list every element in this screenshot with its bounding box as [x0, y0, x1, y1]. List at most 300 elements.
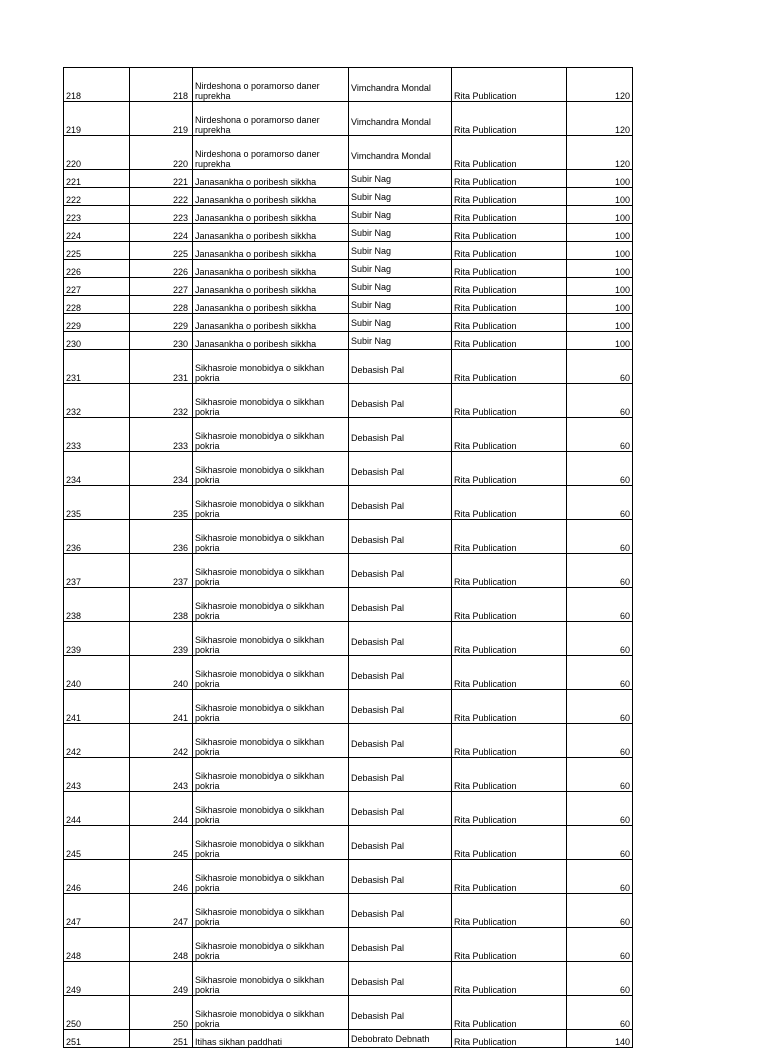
table-row: [64, 588, 633, 622]
author-text: Debasish Pal: [351, 942, 405, 953]
price-cell: [567, 520, 633, 554]
publisher-cell: [452, 792, 567, 826]
publisher-cell: [452, 68, 567, 102]
price-cell: [567, 278, 633, 296]
table-row: [64, 656, 633, 690]
publisher-cell: [452, 724, 567, 758]
publisher-cell: [452, 656, 567, 690]
row-id-cell: [64, 242, 130, 260]
accession-number-text: 223: [172, 213, 188, 223]
accession-number-cell: [130, 170, 193, 188]
price-text: 60: [619, 713, 630, 723]
price-cell: [567, 384, 633, 418]
price-cell: [567, 332, 633, 350]
publisher-text: Rita Publication: [454, 125, 517, 135]
price-text: 100: [614, 177, 630, 187]
row-id-text: 219: [66, 125, 82, 135]
price-text: 60: [619, 407, 630, 417]
row-id-text: 249: [66, 985, 82, 995]
author-cell: [349, 996, 452, 1030]
row-id-text: 225: [66, 249, 82, 259]
row-id-text: 228: [66, 303, 82, 313]
price-cell: [567, 260, 633, 278]
author-cell: [349, 452, 452, 486]
price-cell: [567, 928, 633, 962]
price-cell: [567, 68, 633, 102]
row-id-text: 250: [66, 1019, 82, 1029]
book-title-cell: [193, 588, 349, 622]
price-cell: [567, 860, 633, 894]
price-cell: [567, 724, 633, 758]
author-text: Debasish Pal: [351, 704, 405, 715]
accession-number-cell: [130, 242, 193, 260]
accession-number-cell: [130, 452, 193, 486]
author-text: Vimchandra Mondal: [351, 150, 431, 161]
table-row: [64, 224, 633, 242]
price-text: 60: [619, 577, 630, 587]
table-row: [64, 188, 633, 206]
price-text: 60: [619, 849, 630, 859]
row-id-text: 247: [66, 917, 82, 927]
price-text: 100: [614, 285, 630, 295]
publisher-text: Rita Publication: [454, 577, 517, 587]
author-text: Vimchandra Mondal: [351, 116, 431, 127]
publisher-text: Rita Publication: [454, 679, 517, 689]
publisher-text: Rita Publication: [454, 475, 517, 485]
book-title-text: Sikhasroie monobidya o sikkhan pokria: [195, 1009, 325, 1029]
author-text: Subir Nag: [351, 245, 392, 256]
author-cell: [349, 68, 452, 102]
row-id-text: 251: [66, 1037, 82, 1047]
publisher-cell: [452, 224, 567, 242]
book-title-cell: [193, 962, 349, 996]
row-id-text: 229: [66, 321, 82, 331]
table-row: [64, 260, 633, 278]
price-text: 60: [619, 883, 630, 893]
table-row: [64, 314, 633, 332]
row-id-cell: [64, 962, 130, 996]
book-list-table: [63, 67, 633, 1048]
price-cell: [567, 188, 633, 206]
table-row: [64, 996, 633, 1030]
row-id-text: 243: [66, 781, 82, 791]
accession-number-text: 221: [172, 177, 188, 187]
author-text: Debasish Pal: [351, 432, 405, 443]
accession-number-cell: [130, 860, 193, 894]
book-title-text: Janasankha o poribesh sikkha: [195, 231, 317, 241]
price-cell: [567, 224, 633, 242]
publisher-cell: [452, 928, 567, 962]
price-text: 100: [614, 195, 630, 205]
publisher-cell: [452, 588, 567, 622]
publisher-cell: [452, 136, 567, 170]
accession-number-cell: [130, 188, 193, 206]
accession-number-text: 226: [172, 267, 188, 277]
table-row: [64, 170, 633, 188]
book-title-cell: [193, 260, 349, 278]
row-id-text: 238: [66, 611, 82, 621]
author-text: Subir Nag: [351, 227, 392, 238]
row-id-cell: [64, 860, 130, 894]
publisher-text: Rita Publication: [454, 339, 517, 349]
accession-number-text: 232: [172, 407, 188, 417]
table-row: [64, 520, 633, 554]
accession-number-text: 224: [172, 231, 188, 241]
row-id-text: 246: [66, 883, 82, 893]
author-text: Debasish Pal: [351, 364, 405, 375]
row-id-text: 240: [66, 679, 82, 689]
price-cell: [567, 486, 633, 520]
row-id-text: 224: [66, 231, 82, 241]
accession-number-cell: [130, 102, 193, 136]
book-title-cell: [193, 278, 349, 296]
row-id-text: 221: [66, 177, 82, 187]
author-cell: [349, 278, 452, 296]
row-id-text: 226: [66, 267, 82, 277]
price-text: 60: [619, 373, 630, 383]
publisher-text: Rita Publication: [454, 373, 517, 383]
book-title-text: Sikhasroie monobidya o sikkhan pokria: [195, 737, 325, 757]
accession-number-cell: [130, 928, 193, 962]
accession-number-text: 239: [172, 645, 188, 655]
author-cell: [349, 962, 452, 996]
book-title-cell: [193, 1030, 349, 1048]
row-id-cell: [64, 350, 130, 384]
row-id-text: 223: [66, 213, 82, 223]
accession-number-cell: [130, 418, 193, 452]
price-text: 60: [619, 917, 630, 927]
price-text: 60: [619, 475, 630, 485]
book-title-text: Sikhasroie monobidya o sikkhan pokria: [195, 567, 325, 587]
row-id-cell: [64, 170, 130, 188]
book-title-text: Sikhasroie monobidya o sikkhan pokria: [195, 669, 325, 689]
price-cell: [567, 418, 633, 452]
row-id-cell: [64, 928, 130, 962]
accession-number-cell: [130, 314, 193, 332]
publisher-text: Rita Publication: [454, 781, 517, 791]
accession-number-text: 250: [172, 1019, 188, 1029]
author-cell: [349, 242, 452, 260]
accession-number-text: 243: [172, 781, 188, 791]
book-title-cell: [193, 690, 349, 724]
publisher-text: Rita Publication: [454, 849, 517, 859]
book-title-cell: [193, 332, 349, 350]
book-title-cell: [193, 188, 349, 206]
publisher-cell: [452, 894, 567, 928]
price-text: 100: [614, 213, 630, 223]
author-cell: [349, 418, 452, 452]
table-row: [64, 384, 633, 418]
row-id-text: 235: [66, 509, 82, 519]
publisher-cell: [452, 170, 567, 188]
publisher-text: Rita Publication: [454, 249, 517, 259]
publisher-text: Rita Publication: [454, 213, 517, 223]
row-id-text: 231: [66, 373, 82, 383]
accession-number-cell: [130, 486, 193, 520]
author-cell: [349, 690, 452, 724]
row-id-text: 234: [66, 475, 82, 485]
publisher-cell: [452, 188, 567, 206]
publisher-text: Rita Publication: [454, 883, 517, 893]
author-text: Debasish Pal: [351, 534, 405, 545]
price-text: 100: [614, 321, 630, 331]
author-cell: [349, 136, 452, 170]
accession-number-cell: [130, 278, 193, 296]
price-cell: [567, 350, 633, 384]
row-id-text: 239: [66, 645, 82, 655]
row-id-text: 227: [66, 285, 82, 295]
price-cell: [567, 102, 633, 136]
row-id-text: 230: [66, 339, 82, 349]
accession-number-cell: [130, 260, 193, 278]
publisher-cell: [452, 962, 567, 996]
book-title-cell: [193, 418, 349, 452]
publisher-text: Rita Publication: [454, 917, 517, 927]
price-text: 60: [619, 543, 630, 553]
price-text: 60: [619, 781, 630, 791]
price-cell: [567, 296, 633, 314]
publisher-text: Rita Publication: [454, 543, 517, 553]
accession-number-cell: [130, 724, 193, 758]
book-title-text: Nirdeshona o poramorso daner ruprekha: [195, 149, 320, 169]
price-cell: [567, 206, 633, 224]
price-text: 120: [614, 159, 630, 169]
table-row: [64, 278, 633, 296]
price-text: 60: [619, 747, 630, 757]
table-row: [64, 622, 633, 656]
author-cell: [349, 332, 452, 350]
price-text: 100: [614, 267, 630, 277]
publisher-text: Rita Publication: [454, 441, 517, 451]
book-title-cell: [193, 656, 349, 690]
price-cell: [567, 242, 633, 260]
row-id-cell: [64, 278, 130, 296]
accession-number-text: 227: [172, 285, 188, 295]
table-row: [64, 136, 633, 170]
author-cell: [349, 894, 452, 928]
publisher-cell: [452, 622, 567, 656]
author-cell: [349, 224, 452, 242]
accession-number-text: 244: [172, 815, 188, 825]
book-title-cell: [193, 724, 349, 758]
publisher-text: Rita Publication: [454, 267, 517, 277]
author-cell: [349, 384, 452, 418]
publisher-text: Rita Publication: [454, 159, 517, 169]
table-row: [64, 68, 633, 102]
author-cell: [349, 826, 452, 860]
price-text: 60: [619, 985, 630, 995]
table-row: [64, 486, 633, 520]
publisher-cell: [452, 520, 567, 554]
price-cell: [567, 690, 633, 724]
accession-number-cell: [130, 622, 193, 656]
book-title-text: Sikhasroie monobidya o sikkhan pokria: [195, 397, 325, 417]
table-row: [64, 102, 633, 136]
book-title-cell: [193, 520, 349, 554]
price-text: 100: [614, 231, 630, 241]
author-cell: [349, 656, 452, 690]
book-title-cell: [193, 792, 349, 826]
accession-number-text: 229: [172, 321, 188, 331]
row-id-cell: [64, 520, 130, 554]
book-title-text: Sikhasroie monobidya o sikkhan pokria: [195, 873, 325, 893]
table-row: [64, 826, 633, 860]
table-row: [64, 418, 633, 452]
row-id-cell: [64, 894, 130, 928]
price-text: 140: [614, 1037, 630, 1047]
row-id-cell: [64, 792, 130, 826]
row-id-cell: [64, 296, 130, 314]
table-row: [64, 206, 633, 224]
book-title-text: Sikhasroie monobidya o sikkhan pokria: [195, 805, 325, 825]
publisher-cell: [452, 296, 567, 314]
book-title-cell: [193, 894, 349, 928]
row-id-text: 244: [66, 815, 82, 825]
row-id-cell: [64, 656, 130, 690]
price-text: 60: [619, 679, 630, 689]
book-title-text: Sikhasroie monobidya o sikkhan pokria: [195, 839, 325, 859]
price-cell: [567, 622, 633, 656]
author-text: Debasish Pal: [351, 466, 405, 477]
book-title-text: Sikhasroie monobidya o sikkhan pokria: [195, 499, 325, 519]
accession-number-cell: [130, 332, 193, 350]
table-row: [64, 554, 633, 588]
table-row: [64, 690, 633, 724]
accession-number-cell: [130, 792, 193, 826]
row-id-cell: [64, 136, 130, 170]
author-cell: [349, 1030, 452, 1048]
book-title-text: Sikhasroie monobidya o sikkhan pokria: [195, 771, 325, 791]
book-title-text: Sikhasroie monobidya o sikkhan pokria: [195, 941, 325, 961]
row-id-cell: [64, 622, 130, 656]
table-row: [64, 758, 633, 792]
accession-number-cell: [130, 384, 193, 418]
accession-number-cell: [130, 206, 193, 224]
price-text: 60: [619, 815, 630, 825]
book-title-text: Nirdeshona o poramorso daner ruprekha: [195, 115, 320, 135]
accession-number-text: 222: [172, 195, 188, 205]
row-id-cell: [64, 554, 130, 588]
publisher-text: Rita Publication: [454, 747, 517, 757]
publisher-cell: [452, 758, 567, 792]
author-cell: [349, 554, 452, 588]
book-title-cell: [193, 242, 349, 260]
publisher-text: Rita Publication: [454, 285, 517, 295]
row-id-text: 241: [66, 713, 82, 723]
price-text: 60: [619, 645, 630, 655]
publisher-text: Rita Publication: [454, 321, 517, 331]
author-cell: [349, 260, 452, 278]
row-id-cell: [64, 206, 130, 224]
author-text: Debasish Pal: [351, 976, 405, 987]
row-id-cell: [64, 826, 130, 860]
accession-number-text: 242: [172, 747, 188, 757]
book-title-cell: [193, 928, 349, 962]
price-text: 100: [614, 249, 630, 259]
author-text: Debasish Pal: [351, 500, 405, 511]
book-title-text: Janasankha o poribesh sikkha: [195, 267, 317, 277]
book-title-cell: [193, 170, 349, 188]
row-id-cell: [64, 68, 130, 102]
accession-number-text: 228: [172, 303, 188, 313]
accession-number-text: 241: [172, 713, 188, 723]
accession-number-cell: [130, 996, 193, 1030]
price-cell: [567, 170, 633, 188]
author-cell: [349, 928, 452, 962]
publisher-text: Rita Publication: [454, 303, 517, 313]
accession-number-text: 218: [172, 91, 188, 101]
accession-number-cell: [130, 136, 193, 170]
publisher-cell: [452, 826, 567, 860]
author-cell: [349, 170, 452, 188]
author-text: Debasish Pal: [351, 874, 405, 885]
accession-number-cell: [130, 1030, 193, 1048]
author-cell: [349, 792, 452, 826]
book-title-text: Sikhasroie monobidya o sikkhan pokria: [195, 465, 325, 485]
accession-number-cell: [130, 690, 193, 724]
publisher-cell: [452, 260, 567, 278]
row-id-cell: [64, 452, 130, 486]
publisher-text: Rita Publication: [454, 1037, 517, 1047]
publisher-cell: [452, 384, 567, 418]
author-cell: [349, 622, 452, 656]
price-cell: [567, 136, 633, 170]
author-text: Subir Nag: [351, 281, 392, 292]
book-title-cell: [193, 68, 349, 102]
table-row: [64, 350, 633, 384]
author-text: Subir Nag: [351, 335, 392, 346]
publisher-cell: [452, 554, 567, 588]
author-text: Debasish Pal: [351, 602, 405, 613]
publisher-text: Rita Publication: [454, 611, 517, 621]
publisher-cell: [452, 102, 567, 136]
row-id-text: 220: [66, 159, 82, 169]
accession-number-text: 240: [172, 679, 188, 689]
book-title-text: Sikhasroie monobidya o sikkhan pokria: [195, 635, 325, 655]
publisher-text: Rita Publication: [454, 407, 517, 417]
price-cell: [567, 894, 633, 928]
row-id-cell: [64, 260, 130, 278]
publisher-cell: [452, 996, 567, 1030]
row-id-cell: [64, 724, 130, 758]
book-title-text: Janasankha o poribesh sikkha: [195, 213, 317, 223]
book-title-cell: [193, 350, 349, 384]
book-title-cell: [193, 206, 349, 224]
row-id-text: 248: [66, 951, 82, 961]
accession-number-text: 238: [172, 611, 188, 621]
price-text: 60: [619, 611, 630, 621]
accession-number-text: 233: [172, 441, 188, 451]
row-id-cell: [64, 758, 130, 792]
publisher-text: Rita Publication: [454, 645, 517, 655]
publisher-text: Rita Publication: [454, 1019, 517, 1029]
accession-number-cell: [130, 758, 193, 792]
price-text: 60: [619, 1019, 630, 1029]
book-title-cell: [193, 296, 349, 314]
publisher-cell: [452, 314, 567, 332]
accession-number-text: 248: [172, 951, 188, 961]
price-cell: [567, 962, 633, 996]
author-text: Debasish Pal: [351, 398, 405, 409]
table-row: [64, 296, 633, 314]
publisher-cell: [452, 278, 567, 296]
author-text: Subir Nag: [351, 191, 392, 202]
publisher-text: Rita Publication: [454, 195, 517, 205]
book-title-cell: [193, 996, 349, 1030]
accession-number-text: 231: [172, 373, 188, 383]
publisher-text: Rita Publication: [454, 509, 517, 519]
author-text: Debasish Pal: [351, 908, 405, 919]
